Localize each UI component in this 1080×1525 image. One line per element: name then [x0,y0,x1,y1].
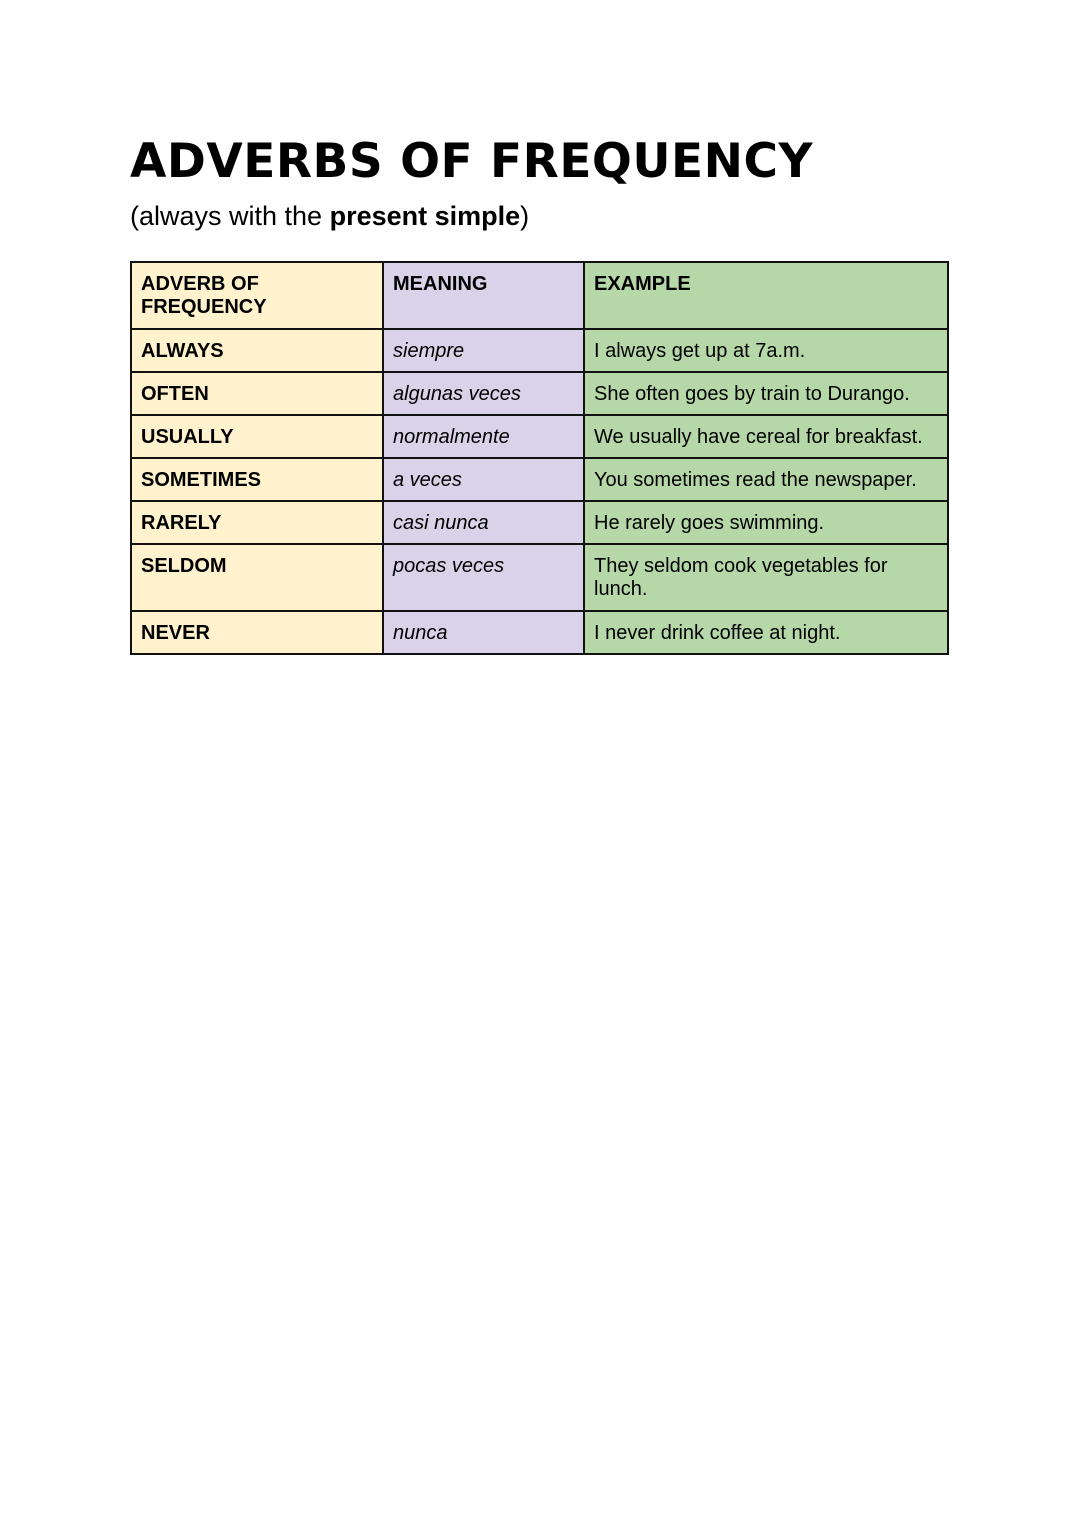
meaning-cell: normalmente [383,415,584,458]
adverb-cell: USUALLY [131,415,383,458]
example-cell: I never drink coffee at night. [584,611,948,654]
subtitle [130,198,529,234]
adverb-cell: OFTEN [131,372,383,415]
adverbs-table [130,261,949,655]
meaning-cell: algunas veces [383,372,584,415]
header-example: EXAMPLE [584,262,948,329]
example-cell: He rarely goes swimming. [584,501,948,544]
table-row [131,372,948,415]
table-row [131,611,948,654]
table-row [131,458,948,501]
meaning-cell: a veces [383,458,584,501]
meaning-cell: casi nunca [383,501,584,544]
header-meaning: MEANING [383,262,584,329]
meaning-cell: siempre [383,329,584,372]
adverb-cell: SOMETIMES [131,458,383,501]
adverb-cell: ALWAYS [131,329,383,372]
header-adverb: ADVERB OF FREQUENCY [131,262,383,329]
adverb-cell: NEVER [131,611,383,654]
example-cell: You sometimes read the newspaper. [584,458,948,501]
table-row [131,501,948,544]
example-cell: I always get up at 7a.m. [584,329,948,372]
subtitle-bold: present simple [329,201,521,231]
example-cell: She often goes by train to Durango. [584,372,948,415]
subtitle-suffix: ) [520,201,530,231]
table-header-row [131,262,948,329]
meaning-cell: pocas veces [383,544,584,611]
example-cell: We usually have cereal for breakfast. [584,415,948,458]
table-row [131,329,948,372]
adverb-cell: SELDOM [131,544,383,611]
meaning-cell: nunca [383,611,584,654]
example-cell: They seldom cook vegetables for lunch. [584,544,948,611]
adverb-cell: RARELY [131,501,383,544]
page-title: ADVERBS OF FREQUENCY [130,134,814,189]
table-row [131,544,948,611]
subtitle-prefix: (always with the [130,201,330,231]
table-row [131,415,948,458]
